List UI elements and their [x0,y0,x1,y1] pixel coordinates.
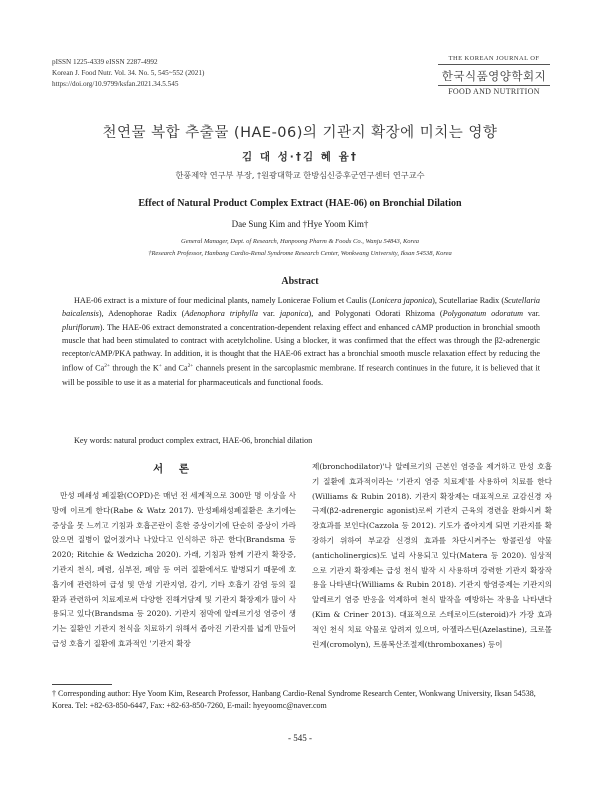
page-number: - 545 - [288,733,312,743]
superscript: 2+ [104,363,110,370]
species-name: japonica [279,309,309,319]
doi-link[interactable]: https://doi.org/10.9799/ksfan.2021.34.5.545 [52,80,179,88]
species-name: Adenophora triphylla [184,309,258,319]
abstract-text: var. [257,309,280,319]
title-english: Effect of Natural Product Complex Extract (HAE-06) on Bronchial Dilation [138,198,462,209]
abstract-text: channels present in the sarcoplasmic membrane. If research continues in the future, it is believed that it will be possible to use it as a material for pharmaceuticals and functional foods. [62,364,541,387]
journal-name-line1: THE KOREAN JOURNAL OF [438,55,550,65]
species-name: Lonicera japonica [371,296,433,305]
keywords: Key words: natural product complex extract, HAE-06, bronchial dilation [74,436,313,445]
authors-korean: 김 대 성·†김 혜 윰† [242,151,358,163]
section-heading-introduction: 서 론 [153,463,195,475]
abstract-text: and Ca [161,364,188,374]
abstract-text: var. [523,309,540,319]
affiliation-korean: 한풍제약 연구부 부장, †원광대학교 한방심신증후군연구센터 연구교수 [175,170,425,180]
abstract-text: ), Scutellariae Radix ( [432,296,505,305]
authors-english: Dae Sung Kim and †Hye Yoom Kim† [231,219,369,229]
article-metadata [52,57,204,90]
journal-name-korean: 한국식품영양학회지 [441,69,547,83]
affiliation-english-1: General Manager, Dept. of Research, Hanpoong Pharm & Foods Co., Wanju 54843, Korea [181,238,419,245]
abstract-text: through the K [109,364,159,374]
abstract-text: ), and Polygonati Odorati Rhizoma ( [308,309,443,319]
abstract-text: ), Adenophorae Radix ( [98,309,185,319]
abstract-body [62,294,540,389]
abstract-text: HAE-06 extract is a mixture of four medicinal plants, namely Lonicerae Folium et Caulis ( [74,296,372,305]
citation-line: Korean J. Food Nutr. Vol. 34. No. 5, 545~552 (2021) [52,69,205,77]
journal-name-line2: FOOD AND NUTRITION [438,85,550,96]
superscript: + [158,363,162,370]
species-name: pluriflorum [62,322,100,332]
species-name: Scutellaria baicalensis [62,296,541,319]
issn-line: pISSN 1225-4339 eISSN 2287-4992 [52,58,158,66]
journal-logo [438,55,550,96]
footnote-divider [52,684,112,685]
corresponding-author-footnote: † Corresponding author: Hye Yoom Kim, Research Professor, Hanbang Cardio-Renal Syndrome Research Center, Wonkwang University, Iksan 54538, Korea. Tel: +82-63-850-6447, Fax: +82-63-850-7260, E-mail: hyeyoomc@naver.com [52,689,536,710]
title-korean: 천연물 복합 추출물 (HAE-06)의 기관지 확장에 미치는 영향 [102,125,498,141]
affiliation-english-2: †Research Professor, Hanbang Cardio-Renal Syndrome Research Center, Wonkwang University, Iksan 54538, Korea [148,250,452,257]
species-name: Polygonatum odoratum [442,309,523,319]
body-column-left: 만성 폐쇄성 폐질환(COPD)은 매년 전 세계적으로 300만 명 이상을 사망에 이르게 한다(Rabe & Watz 2017). 만성폐쇄성폐질환은 초기에는 증상을 못 느끼고 기침과 호흡곤란이 흔한 증상이기에 단순히 증상이 가라앉으면 질병이 없어졌거나 나았다고 인식하곤 하곤 한다(Brandsma 등 2020; Ritchie & Wedzicha 2020). 가래, 기침과 함께 기관지 확장증, 기관지 천식, 폐렴, 심부전, 폐암 등 여러 질환에서도 발병되기 때문에 호흡기에 관련하여 급성 및 만성 기관지염, 감기, 기타 호흡기 감염 등의 질환과 관련하여 치료제로써 다양한 진해거담제 및 기관지 확장제가 많이 사용되고 있다(Brandsma 등 2020). 기관지 점막에 알레르기성 염증이 생기는 질환인 기관지 천식을 치료하기 위해서 좁아진 기관지를 넓게 만들어 급성 호흡기 질환에 효과적인 '기관지 확장 [52,491,296,648]
abstract-text: ). The HAE-06 extract demonstrated a concentration-dependent relaxing effect and enhanced cAMP production in bronchial smooth muscle that had been stimulated to contract with acetylcholine. Using a blocker, it was confirmed that the effect was through the β2-adrenergic receptor/cAMP/PKA pathway. In addition, it is thought that the HAE-06 extract has a bronchial smooth muscle relaxation effect by reducing the inflow of Ca [62,322,540,374]
abstract-heading: Abstract [281,276,319,287]
body-column-right: 제(bronchodilator)'나 알레르기의 근본인 염증을 제거하고 만성 호흡기 질환에 효과적이라는 '기관지 염증 치료제'를 사용하여 치료를 한다(Williams & Rubin 2018). 기관지 확장제는 대표적으로 교감신경 자극제(β2-adrenergic agonist)로써 기관지 근육의 경련을 완화시켜 확장효과를 보인다(Cazzola 등 2012). 기도가 좁아지게 되면 기관지를 확장하기 위하여 부교감 신경의 효과를 차단시켜주는 항콜린성 약물(anticholinergics)도 널리 사용되고 있다(Matera 등 2020). 임상적으로 기관지 확장제는 급성 천식 발작 시 사용하며 강력한 기관지 확장작용을 나타낸다(Williams & Rubin 2018). 기관지 항염증제는 기관지의 알레르기 염증 반응을 억제하여 천식 발작을 예방하는 작용을 나타낸다(Kim & Criner 2013). 대표적으로 스테로이드(steroid)가 가장 효과적인 천식 치료 약물로 알려져 있으며, 아젤라스틴(Azelastine), 크로몰린계(cromolyn), 트롬복산조절제(thromboxanes) 등이 [312,462,552,649]
superscript: 2+ [187,363,194,370]
